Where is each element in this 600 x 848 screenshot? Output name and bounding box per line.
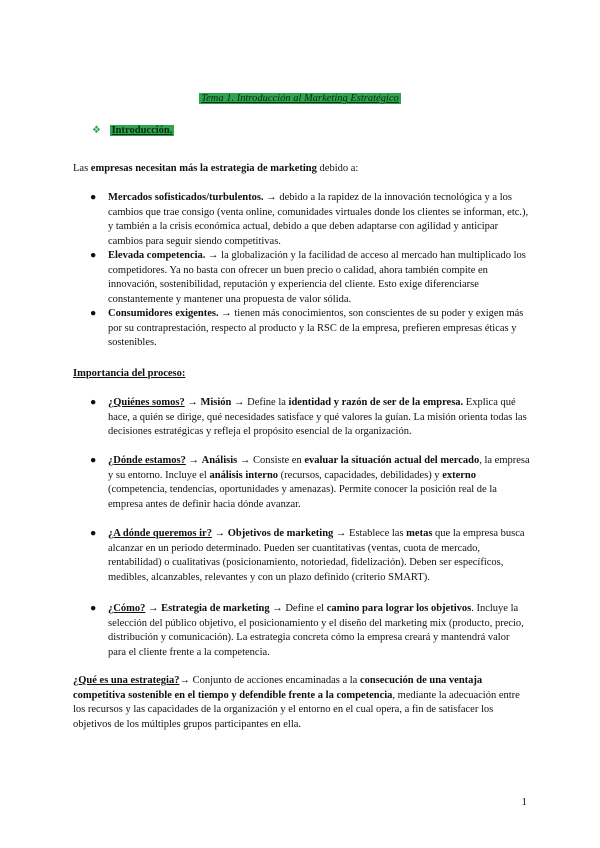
section-label: Introducción.	[111, 125, 173, 136]
keyword: Objetivos de marketing	[227, 528, 334, 539]
question: ¿A dónde queremos ir?	[108, 528, 212, 539]
bullet-icon: ●	[90, 455, 97, 466]
intro-bold: empresas necesitan más la estrategia de marketing	[90, 163, 317, 174]
item-text: → tienen más conocimientos, son conscientes de su poder y exigen más por su contraprestación, respecto al producto y la RSC de la empresa, prefieren empresas éticas y sostenibles.	[108, 308, 524, 348]
arrow: →	[231, 397, 248, 408]
item-text: → debido a la rapidez de la innovación tecnológica y a los cambios que trae consigo (venta online, comunidades virtuales donde los clientes se informan, etc.), y también a la crisis económica actual, debido a que deben adaptarse con agilidad y anticipar cambios para seguir siendo competitivas.	[108, 192, 529, 247]
list-item	[90, 396, 530, 440]
text: Explica qué hace, a quién se dirige, qué necesidades satisface y qué valores la guían. La misión orienta todas las decisiones estratégicas y refleja el propósito esencial de la organización.	[108, 397, 527, 437]
question: ¿Quiénes somos?	[108, 397, 185, 408]
keyword: Estrategia de marketing	[161, 603, 270, 614]
text: , mediante la adecuación entre los recursos y las capacidades de la organización y el entorno en el cual opera, a fin de satisfacer los objetivos de los múltiples grupos participantes en ella.	[73, 689, 520, 730]
question: ¿Cómo?	[108, 603, 146, 614]
item-text: → la globalización y la facilidad de acceso al mercado han multiplicado los competidores. Ya no basta con ofrecer un buen precio o calidad, ahora también compite en innovación, sostenibilidad, reputación y experiencia del cliente. Esto exige diferenciarse constantemente y mantener una propuesta de valor sólida.	[108, 250, 526, 305]
item-heading: Consumidores exigentes.	[108, 308, 219, 319]
text: (recursos, capacidades, debilidades) y	[278, 469, 443, 481]
text: Consiste en	[252, 455, 305, 466]
bold-text: consecución de una ventaja competitiva sostenible en el tiempo y defendible frente a la competencia	[73, 675, 483, 701]
list-item	[90, 249, 530, 307]
arrow: →	[185, 455, 202, 466]
bullet-icon: ●	[90, 397, 97, 408]
arrow: →	[211, 528, 228, 539]
text: Define la	[247, 397, 289, 408]
text: . Incluye la selección del público objetivo, el posicionamiento y el diseño del marketing mix (producto, precio, distribución y comunicación). La estrategia concreta cómo la empresa creará y mantendrá valor para el cliente frente a la competencia.	[108, 603, 524, 658]
list-item	[90, 307, 530, 351]
list-item	[90, 602, 530, 660]
bold-text: análisis interno	[209, 469, 279, 481]
question: ¿Dónde estamos?	[108, 455, 186, 466]
item-heading: Mercados sofisticados/turbulentos.	[108, 192, 264, 203]
bullet-icon: ●	[90, 250, 97, 261]
page-number: 1	[521, 796, 527, 808]
list-item	[90, 527, 530, 585]
causes-list	[90, 191, 530, 351]
process-list-2	[90, 454, 530, 512]
importance-heading-text: Importancia del proceso:	[73, 368, 186, 379]
arrow: →	[184, 397, 201, 408]
keyword: Misión	[200, 397, 232, 408]
bold-text: externo	[442, 469, 477, 481]
strategy-paragraph	[73, 674, 529, 732]
process-list-1	[90, 396, 530, 440]
bold-text: metas	[406, 528, 433, 539]
text: Conjunto de acciones encaminadas a la	[189, 675, 360, 686]
arrow: →	[269, 603, 286, 614]
process-list-4	[90, 602, 530, 660]
intro-paragraph	[73, 162, 529, 177]
arrow: →	[333, 528, 350, 539]
text: Define el	[285, 603, 327, 614]
bold-text: identidad y razón de ser de la empresa.	[288, 397, 464, 408]
list-item	[90, 191, 530, 249]
section-heading	[92, 125, 174, 136]
process-list-3	[90, 527, 530, 585]
list-item	[90, 454, 530, 512]
bold-text: camino para lograr los objetivos	[326, 603, 472, 614]
bullet-icon: ●	[90, 192, 97, 203]
bullet-icon: ●	[90, 528, 97, 539]
text: Establece las	[349, 528, 407, 539]
bold-text: evaluar la situación actual del mercado	[304, 455, 480, 466]
item-heading: Elevada competencia.	[108, 250, 206, 261]
diamond-bullet-icon: ❖	[92, 125, 101, 136]
importance-heading	[73, 367, 529, 382]
strategy-question: ¿Qué es una estrategia?	[73, 675, 180, 686]
document-title	[0, 93, 600, 104]
bullet-icon: ●	[90, 603, 97, 614]
intro-suffix: debido a:	[316, 163, 359, 174]
keyword: Análisis	[201, 455, 238, 466]
intro-prefix: Las	[73, 163, 91, 174]
text: (competencia, tendencias, oportunidades y amenazas). Permite conocer la posición real de la empresa antes de definir hacia dónde avanzar.	[108, 484, 497, 510]
text: , la empresa y su entorno. Incluye el	[108, 455, 530, 481]
arrow: →	[145, 603, 162, 614]
arrow: →	[179, 675, 190, 686]
title-text: Tema 1. Introducción al Marketing Estratégico	[201, 93, 399, 104]
arrow: →	[237, 455, 253, 466]
text: que la empresa busca alcanzar en un periodo determinado. Pueden ser cuantitativas (ventas, cuota de mercado, rentabilidad) o cualitativas (posicionamiento, notoriedad, fidelización). Deben ser específicos, medibles, alcanzables, relevantes y con un plazo definido (criterio SMART).	[108, 528, 525, 583]
bullet-icon: ●	[90, 308, 97, 319]
